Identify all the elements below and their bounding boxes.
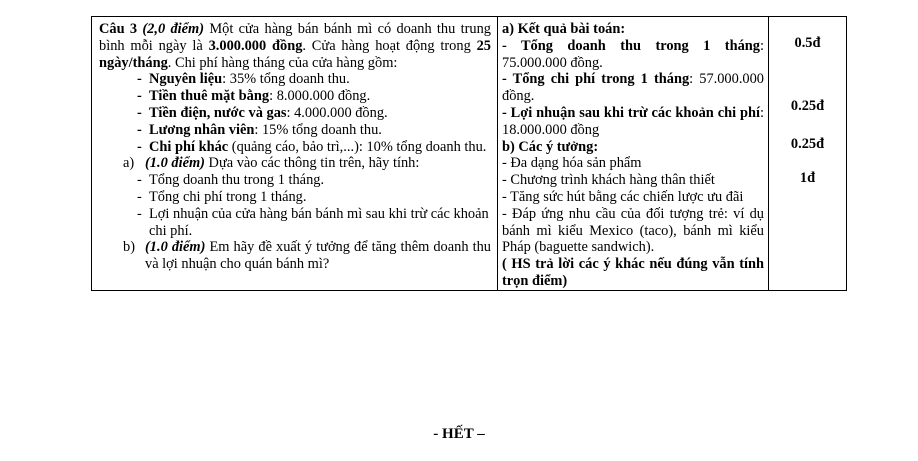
cost-item (137, 139, 491, 156)
result-value: : 18.000.000 đồng (502, 104, 764, 138)
list-item: - Lợi nhuận của cửa hàng bán bánh mì sau khi trừ các khoản chi phí. (137, 206, 491, 240)
score-value: 0.5đ (794, 35, 821, 51)
result-value: : 57.000.000 đồng. (502, 71, 765, 105)
part-b-text: Em hãy đề xuất ý tưởng để tăng thêm doanh thu và lợi nhuận cho quán bánh mì? (145, 239, 491, 273)
cost-item (137, 71, 491, 88)
daily-revenue: 3.000.000 đồng (208, 37, 303, 54)
question-points: (2,0 điểm) (142, 21, 205, 37)
result-label: - Tổng doanh thu trong 1 tháng (502, 37, 760, 54)
operating-days: 25 ngày/tháng (99, 37, 491, 71)
cost-label: Nguyên liệu (149, 71, 223, 88)
cost-value: : 8.000.000 đồng. (269, 88, 371, 105)
result-value: : 75.000.000 đồng. (502, 37, 764, 71)
question-text: . Chi phí hàng tháng của cửa hàng gồm: (167, 54, 398, 71)
result-item (502, 105, 764, 139)
cost-value: : 4.000.000 đồng. (286, 104, 388, 121)
cost-value: (quảng cáo, bảo trì,...): 10% tổng doanh thu. (228, 138, 487, 155)
part-a-items (99, 172, 491, 239)
score-cell (769, 17, 847, 291)
result-label: - Lợi nhuận sau khi trừ các khoản chi phí (502, 104, 760, 121)
list-item: - Tổng doanh thu trong 1 tháng. (137, 172, 491, 189)
cost-label: Tiền điện, nước và gas (149, 104, 287, 121)
idea-item: - Đáp ứng nhu cầu của đối tượng trẻ: ví dụ bánh mì kiểu Mexico (taco), bánh mì kiểu Pháp (baguette sandwich). (502, 205, 764, 256)
cost-item (137, 122, 491, 139)
question-text: . Cửa hàng hoạt động trong (302, 37, 477, 54)
cost-item (137, 105, 491, 122)
cost-label: Chi phí khác (149, 138, 229, 155)
end-marker: - HẾT – (433, 426, 485, 442)
cost-list (99, 71, 491, 155)
idea-item: - Chương trình khách hàng thân thiết (502, 172, 715, 189)
cost-value: : 35% tổng doanh thu. (222, 71, 350, 88)
cost-label: Lương nhân viên (149, 121, 255, 138)
cost-value: : 15% tổng doanh thu. (254, 121, 382, 138)
idea-item: - Đa dạng hóa sản phẩm (502, 155, 642, 172)
part-a-text: Dựa vào các thông tin trên, hãy tính: (204, 155, 420, 172)
question-title: Câu 3 (99, 21, 138, 37)
score-value: 0.25đ (790, 97, 825, 114)
result-label: - Tổng chi phí trong 1 tháng (502, 71, 690, 88)
result-item (502, 71, 764, 105)
answer-heading-a: a) Kết quả bài toán: (502, 21, 626, 37)
part-a (99, 155, 491, 172)
idea-item: - Tăng sức hút bằng các chiến lược ưu đãi (502, 188, 744, 205)
answer-cell (498, 17, 769, 291)
part-b (99, 239, 491, 273)
question-cell (92, 17, 498, 291)
answer-heading-b: b) Các ý tưởng: (502, 138, 599, 155)
list-item: - Tổng chi phí trong 1 tháng. (137, 189, 491, 206)
part-a-points: (1.0 điểm) (145, 155, 205, 172)
part-a-label: a) (123, 155, 135, 172)
cost-label: Tiền thuê mặt bằng (149, 88, 270, 105)
score-value: 0.25đ (790, 135, 825, 152)
cost-item (137, 88, 491, 105)
result-item (502, 38, 764, 72)
grading-note: ( HS trả lời các ý khác nếu đúng vẫn tính trọn điểm) (502, 256, 764, 289)
score-value: 1đ (799, 170, 816, 187)
part-b-points: (1.0 điểm) (145, 239, 206, 256)
answer-key-table (91, 16, 847, 291)
part-b-label: b) (123, 239, 135, 256)
question-text: Một cửa hàng bán bánh mì có doanh thu trung bình mỗi ngày là (99, 21, 491, 54)
question-intro (99, 21, 491, 71)
table-row (92, 17, 847, 291)
